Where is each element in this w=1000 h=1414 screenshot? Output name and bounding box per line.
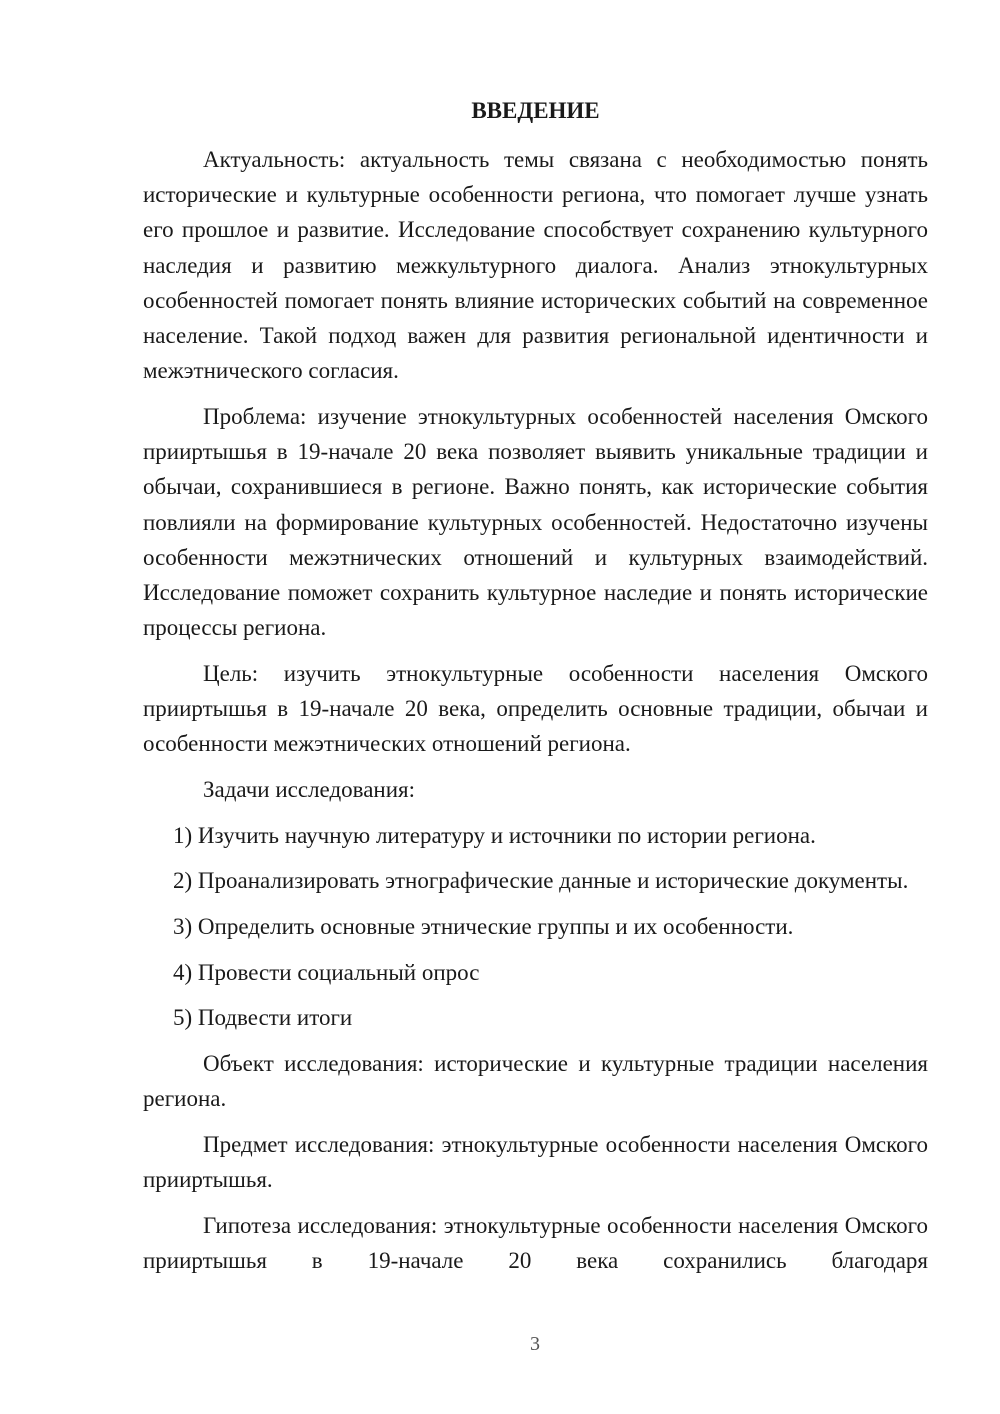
document-page xyxy=(143,93,928,1289)
paragraph-hypothesis: Гипотеза исследования: этнокультурные особенности населения Омского прииртышья в 19-начале 20 века сохранились благодаря xyxy=(143,1212,928,1274)
task-item: 5) Подвести итоги xyxy=(173,1005,353,1031)
task-item: 4) Провести социальный опрос xyxy=(173,959,480,985)
task-item: 3) Определить основные этнические группы и их особенности. xyxy=(173,914,794,940)
page-title: ВВЕДЕНИЕ xyxy=(471,98,600,123)
task-item: 2) Проанализировать этнографические данные и исторические документы. xyxy=(173,868,909,894)
paragraph-object: Объект исследования: исторические и культурные традиции населения региона. xyxy=(143,1051,928,1112)
paragraph-goal: Цель: изучить этнокультурные особенности населения Омского прииртышья в 19-начале 20 века, определить основные традиции, обычаи и особенности межэтнических отношений региона. xyxy=(143,660,928,757)
paragraph-tasks-heading: Задачи исследования: xyxy=(203,776,416,802)
paragraph-problem: Проблема: изучение этнокультурных особенностей населения Омского прииртышья в 19-начале 20 века позволяет выявить уникальные традиции и обычаи, сохранившиеся в регионе. Важно понять, как исторические события повлияли на формирование культурных особенностей. Недостаточно изучены особенности межэтнических отношений и культурных взаимодействий. Исследование поможет сохранить культурное наследие и понять исторические процессы региона. xyxy=(143,403,928,641)
task-item: 1) Изучить научную литературу и источники по истории региона. xyxy=(173,822,816,848)
paragraph-relevance: Актуальность: актуальность темы связана с необходимостью понять исторические и культурные особенности региона, что помогает лучше узнать его прошлое и развитие. Исследование способствует сохранению культурного наследия и развитию межкультурного диалога. Анализ этнокультурных особенностей помогает понять влияние исторических событий на современное население. Такой подход важен для развития региональной идентичности и межэтнического согласия. xyxy=(143,147,928,384)
paragraph-subject: Предмет исследования: этнокультурные особенности населения Омского прииртышья. xyxy=(143,1132,928,1193)
page-number: 3 xyxy=(530,1333,540,1355)
